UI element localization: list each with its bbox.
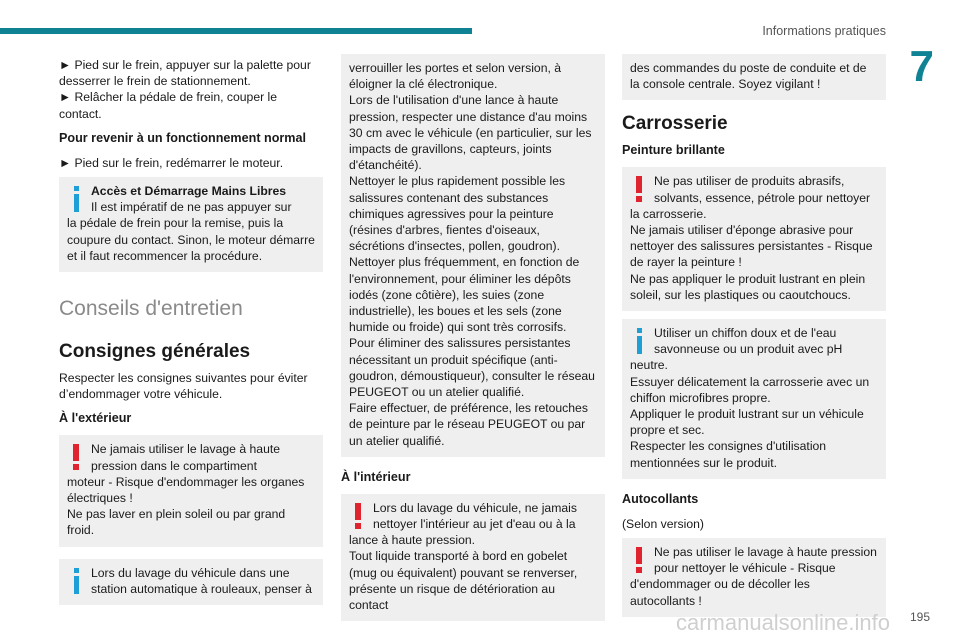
paragraph: Respecter les consignes suivantes pour éviter d’endommager votre véhicule. [59,371,308,402]
warning-icon [634,176,644,202]
box-text: Ne jamais utiliser le lavage à haute pression dans le compartiment [91,442,281,473]
subheading: À l'extérieur [59,411,132,426]
box-text: Il est impératif de ne pas appuyer sur [91,200,292,215]
subheading: À l'intérieur [341,469,411,484]
chapter-number: 7 [909,42,934,91]
warning-box-continued [622,54,886,100]
box-text: Essuyer délicatement la carrosserie avec un chiffon microfibres propre. [630,374,870,405]
info-box [59,559,323,605]
box-text: Nettoyer plus fréquemment, en fonction de l'environnement, pour éliminer les dépôts iodés (zone côtière), les suies (zone industrielle), les boues et les sels (zone humide ou froide) qui sont très corrosifs. [349,255,580,335]
box-text: verrouiller les portes et selon version, à éloigner la clé électronique. [349,61,562,92]
page-number: 195 [909,610,930,624]
box-text: moteur - Risque d'endommager les organes électriques ! [67,474,305,506]
warning-box [59,435,323,546]
box-text: d'endommager ou de décoller les autocollants ! [630,577,810,608]
box-text: Faire effectuer, de préférence, les retouches de peinture par le réseau PEUGEOT ou par un atelier qualifié. [349,401,588,448]
info-icon [634,328,644,354]
box-text: Nettoyer le plus rapidement possible les salissures contenant des substances chimiques agressives pour la peinture (résines d'arbres, fientes d'oiseaux, sécrétions d'insectes, pollen, goudron). [349,174,566,254]
box-text: Ne pas utiliser le lavage à haute pression pour nettoyer le véhicule - Risque [654,545,877,576]
info-icon [71,568,81,594]
box-text: lance à haute pression. [349,533,476,548]
box-text: la carrosserie. [630,206,707,221]
warning-box [341,494,605,621]
box-text: neutre. [630,358,668,373]
section-heading: Conseils d'entretien [59,297,243,321]
instruction: ► Relâcher la pédale de frein, couper le contact. [59,90,278,121]
box-text: Ne pas appliquer le produit lustrant en plein soleil, sur les plastiques ou caoutchoucs. [630,271,866,302]
box-text: Lors du lavage du véhicule, ne jamais nettoyer l'intérieur au jet d'eau ou à la [373,500,577,532]
heading: Carrosserie [622,113,728,135]
box-text: des commandes du poste de conduite et de la console centrale. Soyez vigilant ! [630,61,867,92]
column-3 [622,54,886,625]
instruction: ► Pied sur le frein, redémarrer le moteur. [59,155,284,170]
box-text: Pour éliminer des salissures persistantes nécessitant un produit spécifique (anti-goudron, démoustiqueur), consulter le réseau PEUGEOT ou un atelier qualifié. [349,336,595,400]
warning-icon [353,503,363,529]
box-text: Utiliser un chiffon doux et de l'eau savonneuse ou un produit avec pH [654,326,843,357]
column-2 [341,54,605,629]
paragraph: (Selon version) [622,516,704,531]
info-box-continued [341,54,605,457]
warning-box [622,167,886,311]
info-box [622,319,886,479]
box-text: Ne pas laver en plein soleil ou par grand froid. [67,507,286,538]
column-1 [59,57,323,613]
instruction: ► Pied sur le frein, appuyer sur la palette pour desserrer le frein de stationnement. [59,58,311,89]
box-text: la pédale de frein pour la remise, puis la coupure du contact. Sinon, le moteur démarre et il faut recommencer la procédure. [67,216,315,263]
subheading: Peinture brillante [622,143,725,158]
box-title: Accès et Démarrage Mains Libres [91,184,287,199]
box-text: Ne jamais utiliser d'éponge abrasive pour nettoyer des salissures persistantes - Risque de rayer la peinture ! [630,223,873,270]
header-accent-bar [0,28,472,34]
watermark: carmanualsonline.info [675,610,890,635]
warning-icon [634,547,644,573]
info-box [59,177,323,272]
box-text: Lors de l'utilisation d'une lance à haute pression, respecter une distance d'au moins 30 cm avec le véhicule (en particulier, sur les impacts de gravillons, capteurs, joints d'étanchéité). [349,93,592,173]
box-text: Lors du lavage du véhicule dans une station automatique à rouleaux, penser à [91,565,312,596]
box-text: Appliquer le produit lustrant sur un véhicule propre et sec. [630,407,864,438]
warning-icon [71,444,81,470]
section-title: Informations pratiques [762,24,886,38]
subheading: Autocollants [622,491,699,506]
info-icon [71,186,81,212]
box-text: Ne pas utiliser de produits abrasifs, solvants, essence, pétrole pour nettoyer [654,174,871,205]
box-text: Tout liquide transporté à bord en gobelet (mug ou équivalent) pouvant se renverser, présente un risque de détérioration au contact [349,549,578,613]
box-text: Respecter les consignes d'utilisation mentionnées sur le produit. [630,439,827,470]
subheading: Pour revenir à un fonctionnement normal [59,130,307,145]
warning-box [622,538,886,617]
heading: Consignes générales [59,341,251,363]
